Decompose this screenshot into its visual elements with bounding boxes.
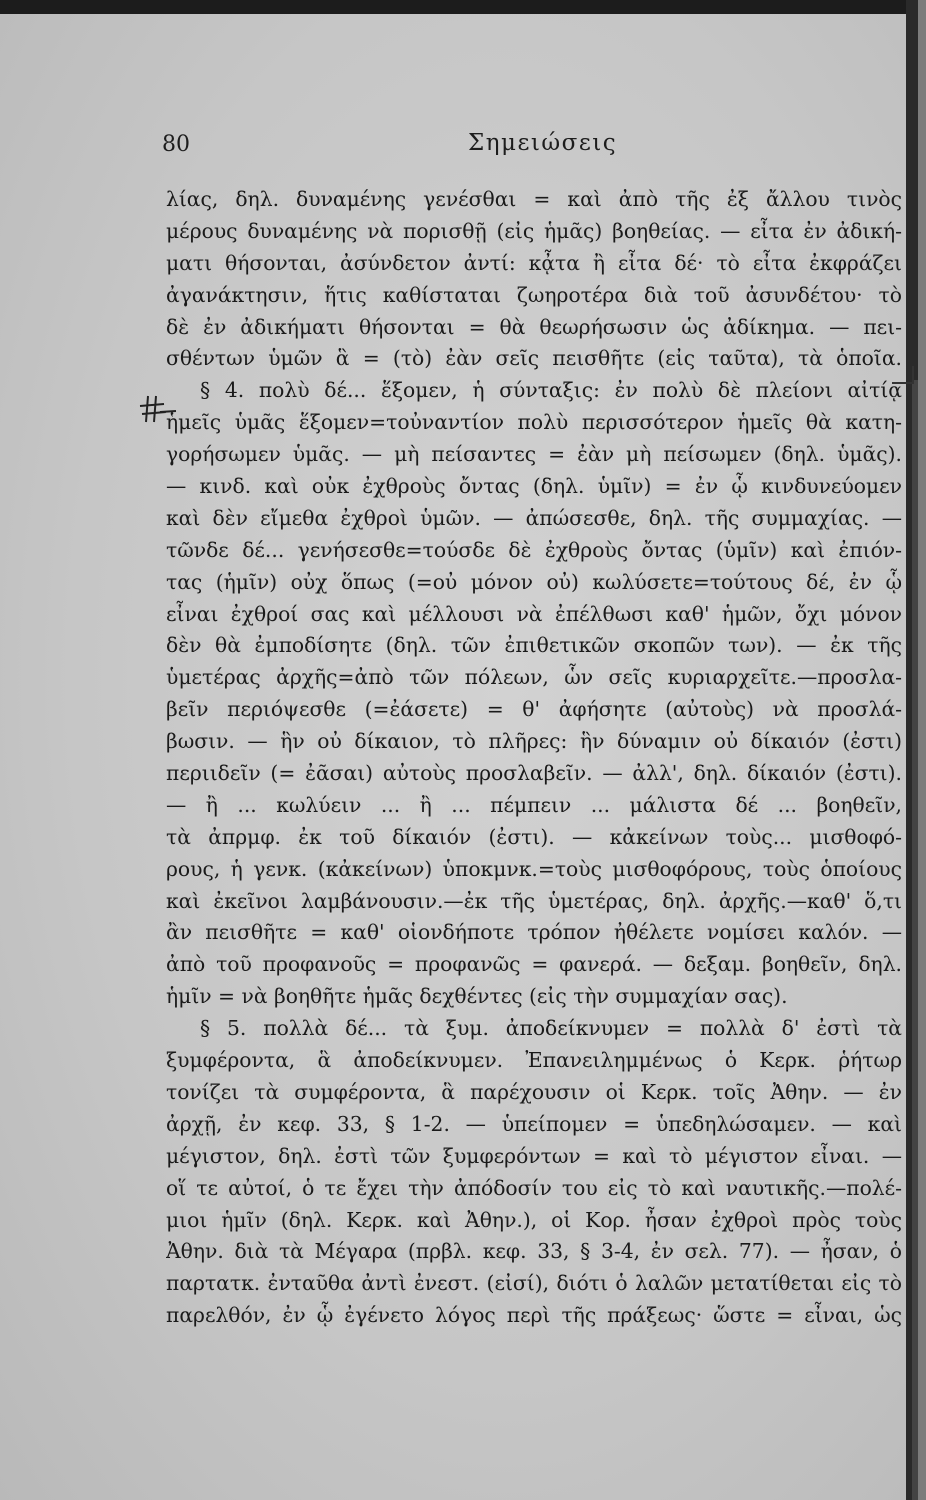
text-line: Ἀθην. διὰ τὰ Μέγαρα (πρβλ. κεφ. 33, § 3-4, ἐν σελ. 77). — ἦσαν, ὁ <box>166 1239 902 1264</box>
text-line: ἀγανάκτησιν, ἥτις καθίσταται ζωηροτέρα διὰ τοῦ ἀσυνδέτου· τὸ <box>166 282 902 307</box>
text-line: εἶναι ἐχθροί σας καὶ μέλλουσι νὰ ἐπέλθωσι καθ' ἡμῶν, ὄχι μόνον <box>166 601 902 626</box>
text-line: λίας, δηλ. δυναμένης γενέσθαι = καὶ ἀπὸ τῆς ἐξ ἄλλου τινὸς <box>166 187 902 211</box>
text-line: παρτατκ. ἐνταῦθα ἀντὶ ἐνεστ. (εἰσί), διότι ὁ λαλῶν μετατίθεται εἰς τὸ <box>166 1271 902 1296</box>
text-line: παρελθόν, ἐν ᾧ ἐγένετο λόγος περὶ τῆς πράξεως· ὥστε = εἶναι, ὡς <box>166 1303 902 1328</box>
text-line: — κινδ. καὶ οὐκ ἐχθροὺς ὄντας (δηλ. ὑμῖν) = ἐν ᾧ κινδυνεύομεν <box>166 474 902 499</box>
text-line: ἀπὸ τοῦ προφανοῦς = προφανῶς = φανερά. — δεξαμ. βοηθεῖν, δηλ. <box>166 952 902 977</box>
scan-right-shadow <box>912 380 918 1500</box>
text-line: τας (ἡμῖν) οὐχ ὅπως (=οὐ μόνον οὐ) κωλύσετε=τούτους δέ, ἐν ᾧ <box>166 569 902 594</box>
text-line: καὶ δὲν εἴμεθα ἐχθροὶ ὑμῶν. — ἀπώσεσθε, δηλ. τῆς συμμαχίας. — <box>166 505 902 530</box>
page-number: 80 <box>162 132 190 157</box>
text-line: βεῖν περιόψεσθε (=ἐάσετε) = θ' ἀφήσητε (αὐτοὺς) νὰ προσλά- <box>166 697 902 722</box>
text-line: τῶνδε δέ... γενήσεσθε=τούσδε δὲ ἐχθροὺς ὄντας (ὑμῖν) καὶ ἐπιόν- <box>166 537 902 562</box>
text-line: μιοι ἡμῖν (δηλ. Κερκ. καὶ Ἀθην.), οἱ Κορ. ἦσαν ἐχθροὶ πρὸς τοὺς <box>166 1207 902 1232</box>
text-line: καὶ ἐκεῖνοι λαμβάνουσιν.—ἐκ τῆς ὑμετέρας, δηλ. ἀρχῆς.—καθ' ὅ,τι <box>166 888 902 913</box>
text-line: μέρους δυναμένης νὰ πορισθῇ (εἰς ἡμᾶς) βοηθείας. — εἶτα ἐν ἀδική- <box>166 218 902 243</box>
scan-top-border <box>0 0 918 14</box>
text-line: οἵ τε αὐτοί, ὁ τε ἔχει τὴν ἀπόδοσίν του εἰς τὸ καὶ ναυτικῆς.—πολέ- <box>166 1175 902 1200</box>
text-line: ἡμεῖς ὑμᾶς ἕξομεν=τοὐναντίον πολὺ περισσότερον ἡμεῖς θὰ κατη- <box>166 410 902 435</box>
text-line: τονίζει τὰ συμφέροντα, ἃ παρέχουσιν οἱ Κερκ. τοῖς Ἀθην. — ἐν <box>166 1079 902 1104</box>
text-line: ξυμφέροντα, ἃ ἀποδείκνυμεν. Ἐπανειλημμένως ὁ Κερκ. ῥήτωρ <box>166 1048 902 1073</box>
text-line: σθέντων ὑμῶν ἃ = (τὸ) ἐὰν σεῖς πεισθῆτε (εἰς ταῦτα), τὰ ὁποῖα. <box>166 346 902 371</box>
text-line: ὑμετέρας ἀρχῆς=ἀπὸ τῶν πόλεων, ὧν σεῖς κυριαρχεῖτε.—προσλα- <box>166 665 902 690</box>
text-line: δὲ ἐν ἀδικήματι θήσονται = θὰ θεωρήσωσιν ὡς ἀδίκημα. — πει- <box>166 314 902 339</box>
text-line: γορήσωμεν ὑμᾶς. — μὴ πείσαντες = ἐὰν μὴ πείσωμεν (δηλ. ὑμᾶς). <box>166 442 902 467</box>
text-line: περιιδεῖν (= ἐᾶσαι) αὐτοὺς προσλαβεῖν. — ἀλλ', δηλ. δίκαιόν (ἐστι). <box>166 761 902 786</box>
running-title: Σημειώσεις <box>468 130 618 156</box>
text-line: ἂν πεισθῆτε = καθ' οἱονδήποτε τρόπον ἠθέλετε νομίσει καλόν. — <box>166 920 902 945</box>
text-line: § 4. πολὺ δέ... ἕξομεν, ἡ σύνταξις: ἐν πολὺ δὲ πλείονι αἰτίᾳ <box>200 378 902 403</box>
text-line: ρους, ἡ γενκ. (κἀκείνων) ὑποκμνκ.=τοὺς μισθοφόρους, τοὺς ὁποίους <box>166 856 902 881</box>
text-line: βωσιν. — ἣν οὐ δίκαιον, τὸ πλῆρες: ἣν δύναμιν οὐ δίκαιόν (ἐστι) <box>166 729 902 754</box>
text-line: δὲν θὰ ἐμποδίσητε (δηλ. τῶν ἐπιθετικῶν σκοπῶν των). — ἐκ τῆς <box>166 633 902 658</box>
text-line: ματι θήσονται, ἀσύνδετον ἀντί: κᾆτα ἢ εἶτα δέ· τὸ εἶτα ἐκφράζει <box>166 250 902 275</box>
text-line: τὰ ἀπρμφ. ἐκ τοῦ δίκαιόν (ἐστι). — κἀκείνων τοὺς... μισθοφό- <box>166 824 902 849</box>
page-body-text <box>166 184 902 1332</box>
text-line: § 5. πολλὰ δέ... τὰ ξυμ. ἀποδείκνυμεν = πολλὰ δ' ἐστὶ τὰ <box>200 1016 902 1041</box>
text-line: — ἢ ... κωλύειν ... ἢ ... πέμπειν ... μάλιστα δέ ... βοηθεῖν, <box>166 792 902 817</box>
text-line: μέγιστον, δηλ. ἐστὶ τῶν ξυμφερόντων = καὶ τὸ μέγιστον εἶναι. — <box>166 1143 902 1168</box>
text-line: ἀρχῇ, ἐν κεφ. 33, § 1-2. — ὑπείπομεν = ὑπεδηλώσαμεν. — καὶ <box>166 1111 902 1136</box>
page-header <box>162 128 902 168</box>
text-line: ἡμῖν = νὰ βοηθῆτε ἡμᾶς δεχθέντες (εἰς τὴν συμμαχίαν σας). <box>166 984 788 1009</box>
